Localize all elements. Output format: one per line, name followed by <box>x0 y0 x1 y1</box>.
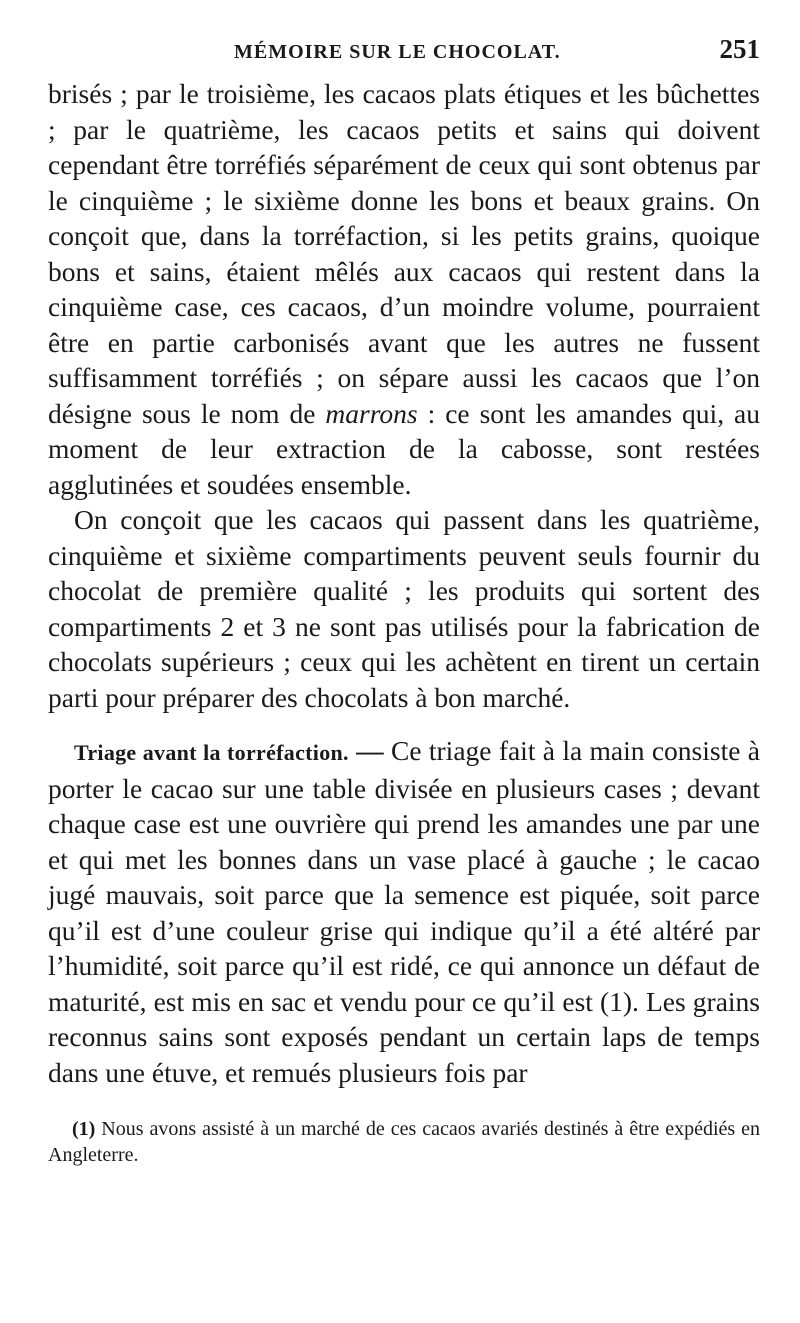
running-title: MÉMOIRE SUR LE CHOCOLAT. <box>234 41 561 63</box>
running-head <box>234 34 760 76</box>
footnote <box>48 1116 760 1168</box>
section-heading: Triage avant la torréfaction. <box>74 740 349 765</box>
paragraph-3-text: Ce triage fait à la main consiste à porter le cacao sur une table divisée en plusieurs cases ; devant chaque case est une ouvrière qui prend les amandes une par une et qui met les bonnes dans un vase placé à gauche ; le cacao jugé mauvais, soit parce que la semence est piquée, soit parce qu’il est d’une couleur grise qui indique qu’il a été altéré par l’humidité, soit parce qu’il est ridé, ce qui annonce un défaut de maturité, est mis en sac et vendu pour ce qu’il est (1). Les grains reconnus sains sont exposés pendant un certain laps de temps dans une étuve, et remués plusieurs fois par <box>48 735 760 1088</box>
paragraph-1-text-b: : ce sont les amandes qui, au moment de leur extraction de la cabosse, sont restées agglutinées et soudées ensemble. <box>48 397 760 500</box>
paragraph-1-text-a: brisés ; par le troisième, les cacaos plats étiques et les bûchettes ; par le quatrième, les cacaos petits et sains qui doivent cependant être torréfiés séparément de ceux qui sont obtenus par le cinquième ; le sixième donne les bons et beaux grains. On conçoit que, dans la torréfaction, si les petits grains, quoique bons et sains, étaient mêlés aux cacaos qui restent dans la cinquième case, ces cacaos, d’un moindre volume, pourraient être en partie carbonisés avant que les autres ne fussent suffisamment torréfiés ; on sépare aussi les cacaos que l’on désigne sous le nom de <box>48 78 760 429</box>
footnote-text: Nous avons assisté à un marché de ces cacaos avariés destinés à être expédiés en Angleterre. <box>48 1118 760 1166</box>
footnote-marker: (1) <box>72 1118 96 1140</box>
heading-dash: — <box>348 735 391 766</box>
paragraph-1 <box>48 76 760 502</box>
page-number: 251 <box>719 34 760 64</box>
paragraph-3 <box>48 733 760 1090</box>
paragraph-1-italic-term: marrons <box>325 397 418 429</box>
paragraph-2: On conçoit que les cacaos qui passent dans les quatrième, cinquième et sixième compartiments peuvent seuls fournir du chocolat de première qualité ; les produits qui sortent des compartiments 2 et 3 ne sont pas utilisés pour la fabrication de chocolats supérieurs ; ceux qui les achètent en tirent un certain parti pour préparer des chocolats à bon marché. <box>48 504 760 713</box>
body-text <box>48 76 760 1090</box>
